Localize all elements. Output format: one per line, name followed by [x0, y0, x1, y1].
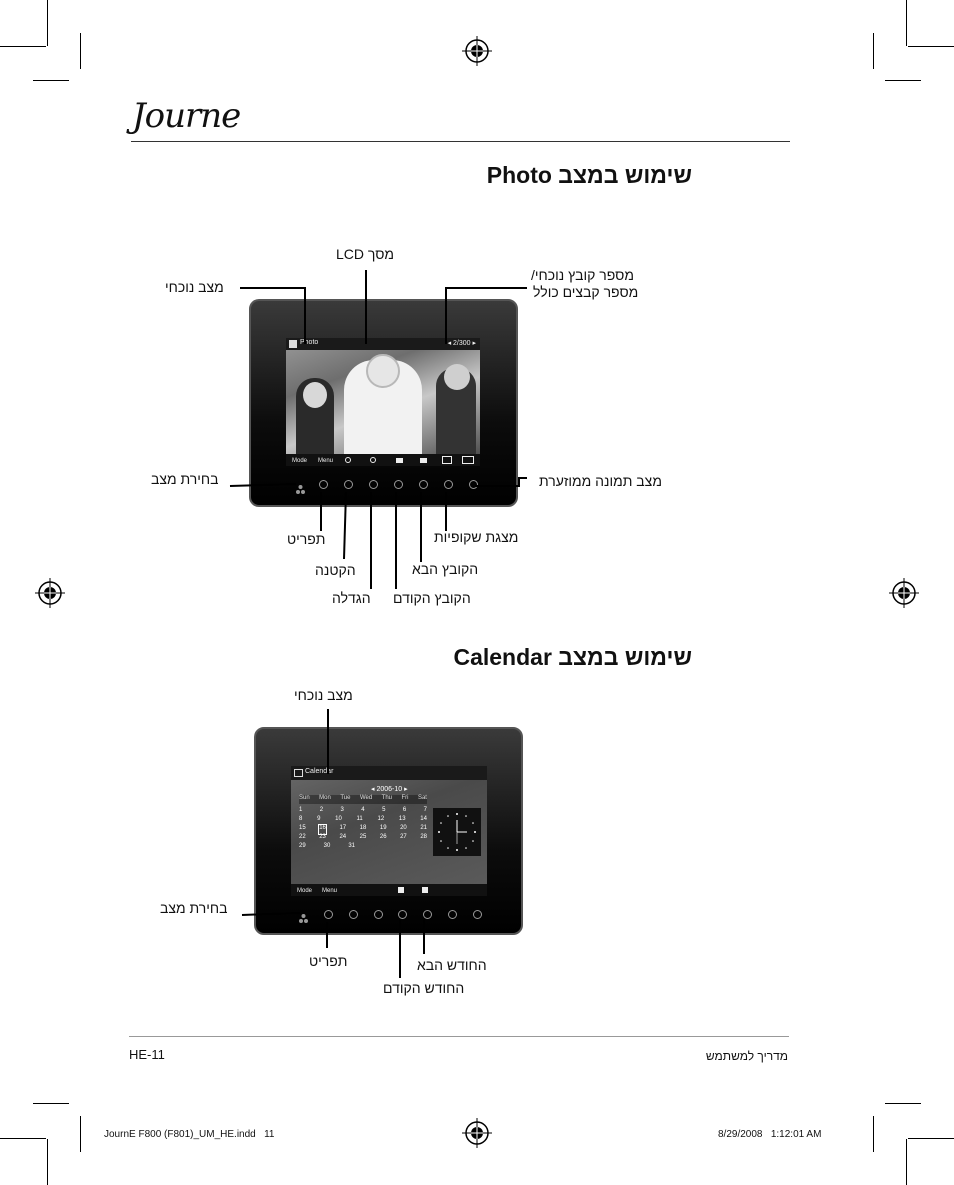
crop-mark	[873, 1116, 874, 1152]
crop-mark	[908, 1138, 954, 1139]
footer-rule	[129, 1036, 789, 1037]
crop-mark	[33, 1103, 69, 1104]
calendar-day[interactable]: 17	[339, 825, 347, 831]
calendar-section-title: שימוש במצב Calendar	[453, 644, 692, 670]
calendar-label-mode-select: בחירת מצב	[160, 900, 228, 916]
crop-mark	[47, 1139, 48, 1185]
calendar-label-prev-month: החודש הקודם	[383, 980, 465, 996]
label-lcd-screen: מסך LCD	[336, 246, 395, 262]
weekday-label: Fri	[401, 795, 409, 801]
label-menu: תפריט	[287, 531, 326, 547]
crop-mark	[885, 1103, 921, 1104]
calendar-label-current-mode: מצב נוכחי	[294, 687, 353, 703]
calendar-day[interactable]: 7	[423, 807, 427, 813]
calendar-day[interactable]: 22	[299, 834, 306, 840]
label-prev-file: הקובץ הקודם	[393, 590, 471, 606]
calendar-day[interactable]: 26	[379, 834, 387, 840]
brand-logo: Journe	[132, 96, 241, 136]
print-timestamp: 8/29/2008 1:12:01 AM	[718, 1129, 822, 1140]
calendar-label-next-month: החודש הבא	[417, 957, 487, 973]
label-file-number-line2: מספר קבצים כולל	[533, 284, 639, 300]
label-zoom-in: הגדלה	[332, 590, 371, 606]
photo-section-title: שימוש במצב Photo	[486, 162, 692, 188]
calendar-day[interactable]: 9	[317, 816, 321, 822]
calendar-day[interactable]: 14	[420, 816, 427, 822]
calendar-day[interactable]: 28	[420, 834, 427, 840]
print-file-name: JournE F800 (F801)_UM_HE.indd 11	[104, 1129, 275, 1140]
calendar-day[interactable]: 10	[335, 816, 342, 822]
calendar-label-menu: תפריט	[309, 953, 348, 969]
label-file-number-line1: מספר קובץ נוכחי/	[531, 267, 634, 283]
screen-footer-menu: Menu	[318, 458, 334, 464]
calendar-day[interactable]: 31	[348, 843, 356, 849]
weekday-label: Mon	[319, 795, 331, 801]
calendar-day[interactable]: 30	[323, 843, 331, 849]
calendar-day[interactable]: 23	[319, 834, 326, 840]
calendar-day[interactable]: 25	[359, 834, 367, 840]
calendar-day[interactable]: 11	[356, 816, 363, 822]
calendar-mode-text: Calendar	[305, 768, 334, 775]
registration-mark-icon	[462, 1118, 492, 1148]
calendar-day[interactable]: 2	[319, 807, 324, 813]
calendar-day[interactable]: 21	[420, 825, 427, 831]
crop-mark	[80, 1116, 81, 1152]
label-next-file: הקובץ הבא	[412, 561, 479, 577]
calendar-callout-lines	[0, 640, 954, 1000]
crop-mark	[906, 1139, 907, 1185]
calendar-day[interactable]: 18	[359, 825, 367, 831]
calendar-day-selected[interactable]: 16	[319, 825, 326, 834]
calendar-day[interactable]: 19	[379, 825, 387, 831]
calendar-day[interactable]: 1	[299, 807, 303, 813]
calendar-day[interactable]: 13	[398, 816, 406, 822]
calendar-day[interactable]: 5	[382, 807, 386, 813]
calendar-day[interactable]: 6	[402, 807, 407, 813]
calendar-day[interactable]: 3	[340, 807, 344, 813]
calendar-footer-mode: Mode	[297, 888, 313, 894]
label-thumbnail-mode: מצב תמונה ממוזערת	[539, 473, 662, 489]
calendar-day[interactable]: 12	[377, 816, 385, 822]
calendar-day[interactable]: 29	[299, 843, 306, 849]
manual-name: מדריך למשתמש	[705, 1049, 788, 1063]
calendar-footer-menu: Menu	[322, 888, 338, 894]
label-current-mode: מצב נוכחי	[165, 279, 224, 295]
calendar-month-display: ◂ 2006-10 ▸	[371, 786, 408, 793]
calendar-day[interactable]: 20	[400, 825, 407, 831]
label-slideshow: מצגת שקופיות	[434, 529, 519, 545]
weekday-label: Sat	[417, 795, 427, 801]
calendar-day[interactable]: 15	[299, 825, 306, 831]
weekday-label: Tue	[340, 795, 351, 801]
calendar-day[interactable]: 4	[361, 807, 365, 813]
page-number: HE-11	[129, 1047, 165, 1062]
calendar-day[interactable]: 8	[299, 816, 303, 822]
weekday-label: Wed	[359, 795, 373, 801]
label-mode-select: בחירת מצב	[151, 471, 219, 487]
weekday-label: Sun	[299, 795, 310, 801]
calendar-day[interactable]: 24	[339, 834, 347, 840]
screen-file-counter: ◂ 2/300 ▸	[447, 340, 476, 347]
weekday-label: Thu	[381, 795, 392, 801]
crop-mark	[0, 1138, 46, 1139]
calendar-day[interactable]: 27	[400, 834, 407, 840]
screen-mode-text: Photo	[300, 339, 319, 346]
label-zoom-out: הקטנה	[315, 562, 356, 578]
screen-footer-mode: Mode	[292, 458, 308, 464]
